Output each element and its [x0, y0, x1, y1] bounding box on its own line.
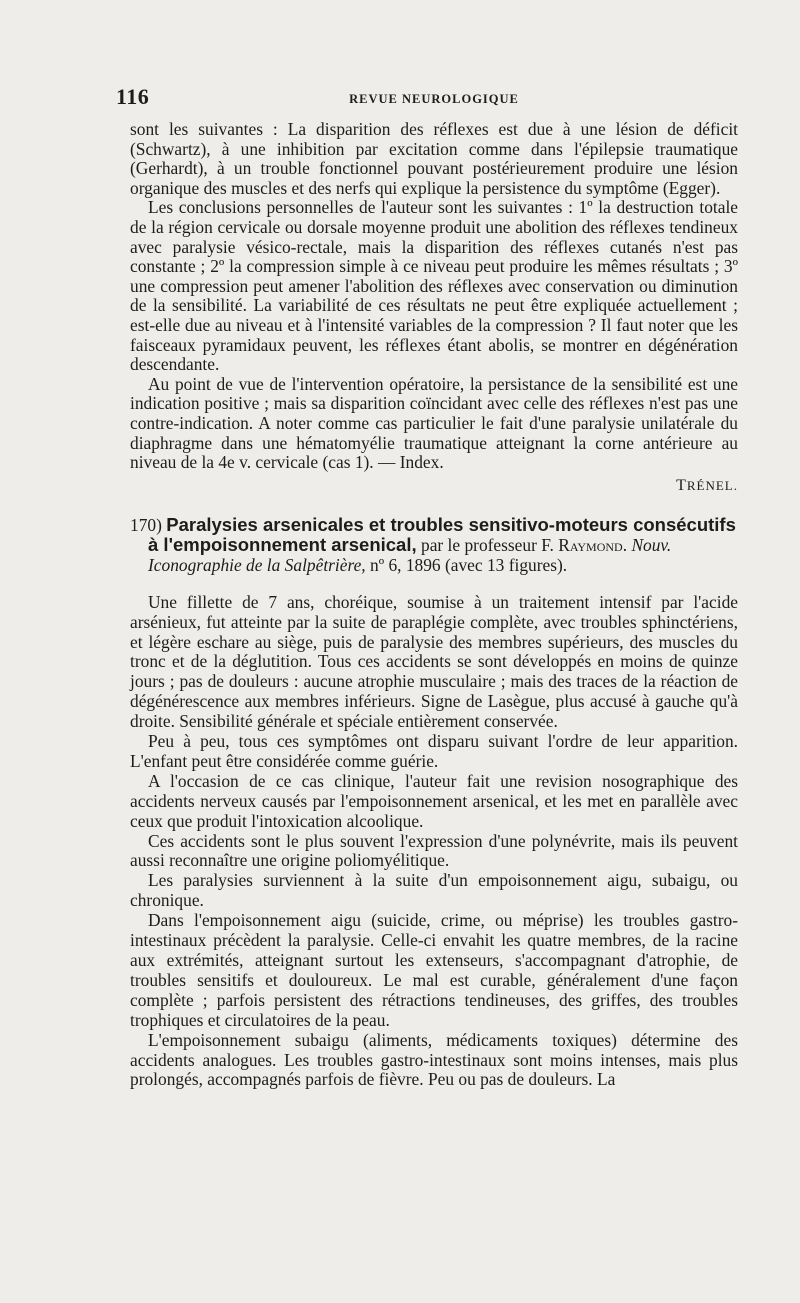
signature: [130, 477, 738, 495]
paragraph: L'empoisonnement subaigu (aliments, médicaments toxiques) détermine des accidents analogues. Les troubles gastro-intestinaux sont moins intenses, mais plus prolongés, accompagnés parfois de fièvre. Peu ou pas de douleurs. La: [130, 1029, 738, 1090]
paragraph: Dans l'empoisonnement aigu (suicide, crime, ou méprise) les troubles gastro-intestinaux précèdent la paralysie. Celle-ci envahit les quatre membres, de la racine aux extrémités, atteignant surtout les extenseurs, s'accompagnant d'atrophie, de troubles sensitifs et douloureux. Le mal est curable, généralement d'une façon complète ; parfois persistent des rétractions tendineuses, des griffes, des troubles trophiques et circulatoires de la peau.: [130, 910, 738, 1030]
abstract-entry-heading: [130, 515, 738, 575]
page-number: 116: [116, 84, 150, 109]
entry-ref: nº 6, 1896 (avec 13 figures).: [370, 554, 568, 575]
paragraph: sont les suivantes : La disparition des réflexes est due à une lésion de déficit (Schwartz), à une inhibition par excitation comme dans l'épilepsie traumatique (Gerhardt), à un trouble fonctionnel pouvant postérieurement produire une lésion organique des muscles et des nerfs qui explique la persistence du symptôme (Egger).: [130, 119, 738, 198]
section-abstract-body: [130, 593, 738, 1091]
section-continued: [130, 120, 738, 495]
paragraph: Au point de vue de l'intervention opératoire, la persistance de la sensibilité est une indication positive ; mais sa disparition coïncidant avec celle des réflexes n'est pas une contre-indication. A noter comme cas particulier le fait d'une paralysie unilatérale du diaphragme dans une hématomyélie traumatique atteignant la corne antérieure au niveau de la 4e v. cervicale (cas 1). — Index.: [130, 373, 738, 473]
paragraph: Ces accidents sont le plus souvent l'expression d'une polynévrite, mais ils peuvent aussi reconnaître une origine poliomyélitique.: [130, 830, 738, 871]
paragraph: Peu à peu, tous ces symptômes ont disparu suivant l'ordre de leur apparition. L'enfant peut être considérée comme guérie.: [130, 731, 738, 771]
signature-initial: T: [676, 476, 687, 494]
entry-title: Paralysies arsenicales et troubles sensitivo-moteurs consécutifs à l'empoisonnement arsenical,: [148, 513, 736, 555]
entry-journal: Nouv. Iconographie de la Salpêtrière,: [148, 534, 672, 575]
paragraph: Les conclusions personnelles de l'auteur sont les suivantes : 1º la destruction totale de la région cervicale ou dorsale moyenne produit une abolition des réflexes tendineux avec paralysie vésico-rectale, mais la disparition des réflexes cutanés n'est pas constante ; 2º la compression simple à ce niveau peut produire les mêmes résultats ; 3º une compression peut amener l'abolition des réflexes avec conservation ou diminution de la sensibilité. La variabilité de ces résultats ne peut être expliquée actuellement ; est-elle due au niveau et à l'intensité variables de la compression ? Il faut noter que les faisceaux pyramidaux peuvent, les réflexes étant abolis, se montrer en dégénération descendante.: [130, 197, 738, 375]
signature-rest: RÉNEL.: [686, 477, 738, 493]
entry-by: par le professeur F.: [421, 534, 554, 555]
entry-author: Raymond.: [558, 534, 628, 555]
paragraph: Les paralysies surviennent à la suite d'un empoisonnement aigu, subaigu, ou chronique.: [130, 870, 738, 911]
running-head: REVUE NEUROLOGIQUE: [349, 92, 519, 106]
paragraph: A l'occasion de ce cas clinique, l'auteur fait une revision nosographique des accidents nerveux causés par l'empoisonnement arsenical, et les met en parallèle avec ceux que produit l'intoxication alcoolique.: [130, 770, 738, 831]
entry-number: 170): [130, 514, 162, 535]
paragraph: Une fillette de 7 ans, choréique, soumise à un traitement intensif par l'acide arsénieux, fut atteinte par la suite de paraplégie complète, avec troubles sphinctériens, et légère eschare au siège, puis de paralysie des membres supérieurs, des muscles du tronc et de la déglutition. Tous ces accidents se sont développés en moins de quinze jours ; pas de douleurs : aucune atrophie musculaire ; mais des traces de la réaction de dégénérescence aux membres inférieurs. Signe de Lasègue, plus accusé à gauche qu'à droite. Sensibilité générale et spéciale entièrement conservée.: [130, 591, 738, 732]
page-header: [116, 84, 738, 114]
